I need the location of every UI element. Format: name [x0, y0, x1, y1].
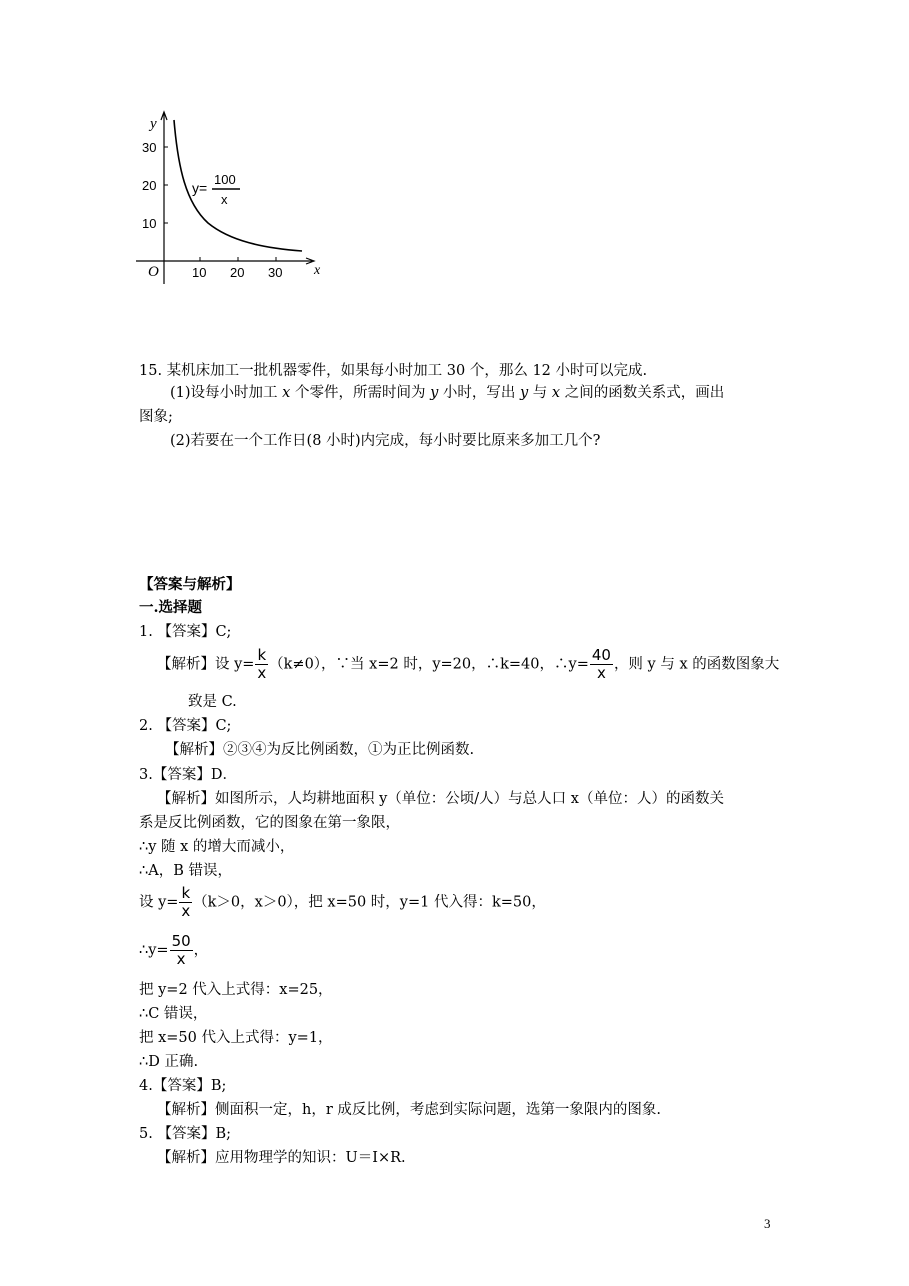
answer-3: 3.【答案】D．	[139, 767, 237, 783]
page-number: 3	[764, 1216, 771, 1231]
answer-3-line2: 系是反比例函数，它的图象在第一象限，	[139, 815, 400, 831]
answer-4-explanation: 【解析】侧面积一定，h，r 成反比例，考虑到实际问题，选第一象限内的图象.	[157, 1102, 661, 1118]
a1-exp-c: ，则 y 与 x 的函数图象大	[613, 656, 780, 673]
answer-3-line4: ∴A，B 错误，	[139, 863, 232, 879]
inverse-function-graph	[128, 108, 344, 286]
q15-line1: 15. 某机床加工一批机器零件，如果每小时加工 30 个，那么 12 小时可以完成.	[139, 363, 648, 379]
answer-5: 5. 【答案】B;	[139, 1126, 231, 1142]
a1-fraction-k-over-x: $\frac{k}{x}$	[257, 646, 267, 682]
q15-part1-e: 之间的函数关系式，画出	[564, 385, 725, 401]
answer-1: 1. 【答案】C;	[139, 624, 232, 640]
answer-3-line7: 把 y=2 代入上式得：x=25，	[139, 982, 333, 998]
answer-3-line8: ∴C 错误，	[139, 1006, 208, 1022]
q15-part2: (2)若要在一个工作日(8 小时)内完成，每小时要比原来多加工几个?	[170, 433, 601, 449]
q15-var-x2: x	[551, 385, 561, 401]
answer-1-explanation-end: 致是 C.	[188, 694, 237, 710]
x-tick-20: 20	[230, 265, 245, 280]
answer-3-line6	[139, 933, 208, 968]
answer-1-explanation	[157, 647, 779, 682]
q15-var-y2: y	[519, 385, 529, 401]
a1-exp-a: 【解析】设 y=	[157, 656, 255, 673]
a3-l6-a: ∴y=	[139, 942, 169, 959]
q15-part1-d: 与	[532, 385, 548, 401]
x-tick-10: 10	[192, 265, 207, 280]
a3-l5-b: （k＞0，x＞0），把 x=50 时，y=1 代入得：k=50，	[193, 894, 546, 911]
a3-fraction-50-over-x: $\frac{50}{x}$	[171, 932, 191, 968]
answer-3-line1: 【解析】如图所示，人均耕地面积 y（单位：公顷/人）与总人口 x（单位：人）的函数关	[157, 791, 724, 807]
y-tick-20: 20	[142, 178, 157, 193]
answers-heading: 【答案与解析】	[139, 576, 241, 593]
a3-fraction-k-over-x: $\frac{k}{x}$	[181, 884, 191, 920]
answer-3-line5	[139, 885, 546, 920]
answer-4: 4.【答案】B;	[139, 1078, 227, 1094]
q15-part1	[170, 383, 724, 403]
y-tick-10: 10	[142, 216, 157, 231]
answer-2: 2. 【答案】C;	[139, 718, 232, 734]
a3-l6-b: ，	[193, 942, 209, 959]
y-tick-30: 30	[142, 140, 157, 155]
q15-part1-b: 个零件，所需时间为	[294, 385, 426, 401]
answer-3-line9: 把 x=50 代入上式得：y=1，	[139, 1030, 333, 1046]
answer-3-line3: ∴y 随 x 的增大而减小，	[139, 839, 295, 855]
answer-5-explanation: 【解析】应用物理学的知识：U＝I×R.	[157, 1150, 406, 1166]
answer-3-line10: ∴D 正确.	[139, 1054, 199, 1070]
y-axis-label: y	[150, 116, 157, 132]
origin-label: O	[148, 264, 159, 280]
q15-var-y: y	[430, 385, 439, 401]
section-heading: 一.选择题	[139, 599, 203, 616]
q15-part1-c: 小时，写出	[442, 385, 516, 401]
x-axis-label: x	[314, 263, 321, 278]
a3-l5-a: 设 y=	[139, 894, 179, 911]
q15-part1-a: (1)设每小时加工	[170, 385, 278, 401]
formula-numerator: 100	[214, 172, 236, 187]
q15-var-x: x	[282, 385, 291, 401]
formula-denominator: x	[221, 192, 228, 207]
a1-exp-b: （k≠0），∵当 x=2 时，y=20，∴k=40，∴y=	[269, 656, 589, 673]
formula-lhs: y=	[192, 180, 208, 196]
answer-2-explanation: 【解析】②③④为反比例函数，①为正比例函数.	[165, 742, 475, 758]
a1-fraction-40-over-x: $\frac{40}{x}$	[591, 646, 611, 682]
x-tick-30: 30	[268, 265, 283, 280]
q15-part1-line2: 图象;	[139, 409, 173, 425]
